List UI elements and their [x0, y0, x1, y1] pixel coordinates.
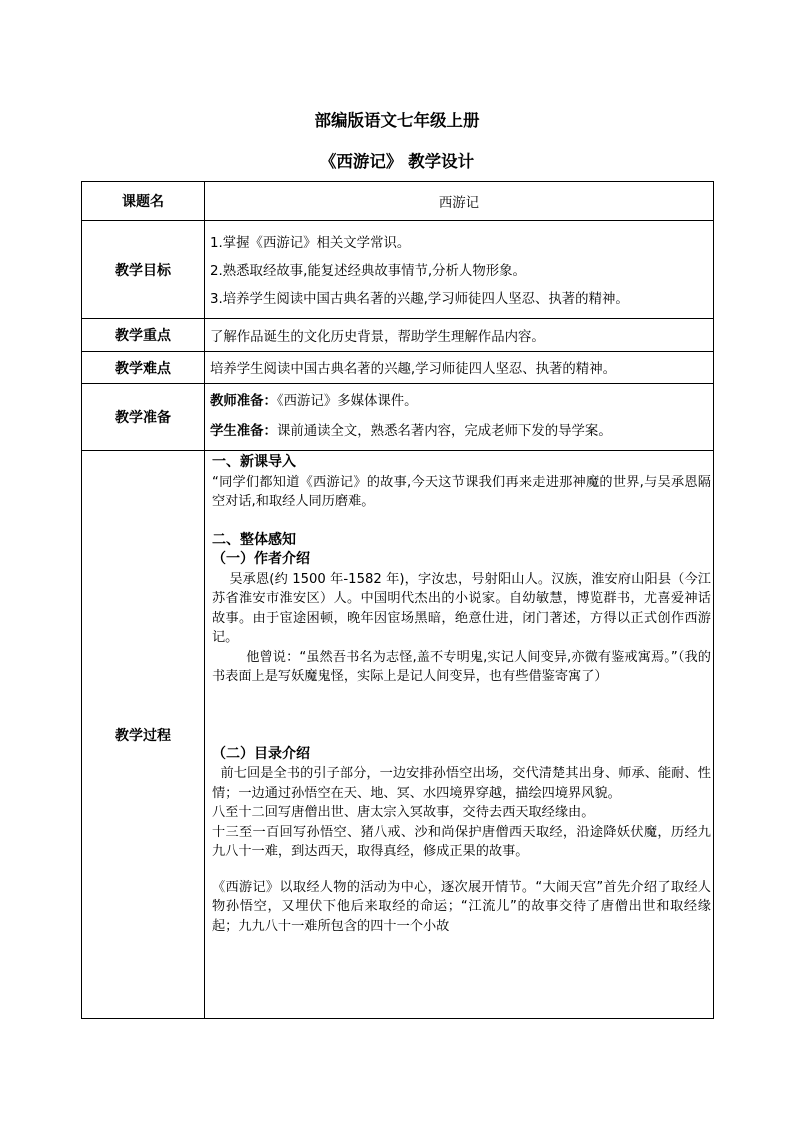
toc-paragraph-3: 十三至一百回写孙悟空、猪八戒、沙和尚保护唐僧西天取经，沿途降妖伏魔，历经九九八十一难，到达西天，取得真经，修成正果的故事。 [212, 824, 711, 859]
section-1-text: “同学们都知道《西游记》的故事,今天这节课我们再来走进那神魔的世界,与吴承恩隔空对话,和取经人同历磨难。 [212, 474, 711, 509]
row-difficulty [82, 352, 714, 384]
prep-teacher [210, 387, 711, 417]
focus-value: 了解作品诞生的文化历史背景，帮助学生理解作品内容。 [205, 319, 714, 352]
prep-student [210, 417, 711, 447]
process-label: 教学过程 [82, 451, 205, 1019]
document-title: 部编版语文七年级上册 [314, 111, 480, 130]
author-paragraph-2: 他曾说：“虽然吾书名为志怪,盖不专明鬼,实记人间变异,亦微有鉴戒寓焉。”（我的书表面上是写妖魔鬼怪，实际上是记人间变异，也有些借鉴寄寓了） [212, 649, 711, 684]
prep-label: 教学准备 [82, 384, 205, 451]
goals-label: 教学目标 [82, 221, 205, 319]
toc-heading: （二）目录介绍 [212, 745, 310, 762]
toc-paragraph-2: 八至十二回写唐僧出世、唐太宗入冥故事，交待去西天取经缘由。 [212, 805, 595, 820]
row-topic [82, 182, 714, 221]
toc-paragraph-1: 前七回是全书的引子部分，一边安排孙悟空出场，交代清楚其出身、师承、能耐、性情；一边通过孙悟空在天、地、冥、水四境界穿越，描绘四境界风貌。 [212, 766, 711, 801]
author-heading: （一）作者介绍 [212, 551, 310, 567]
difficulty-value: 培养学生阅读中国古典名著的兴趣,学习师徒四人坚忍、执著的精神。 [205, 352, 714, 384]
row-goals [82, 221, 714, 319]
row-focus [82, 319, 714, 352]
prep-teacher-value: 《西游记》多媒体课件。 [276, 394, 418, 409]
process-content [212, 453, 711, 1018]
row-process [82, 451, 714, 1019]
prep-student-value: 课前通读全文，熟悉名著内容，完成老师下发的导学案。 [276, 424, 612, 439]
prep-teacher-label: 教师准备： [210, 394, 277, 409]
lesson-plan-table [81, 181, 714, 1019]
prep-cell [205, 384, 714, 451]
goals-cell [205, 221, 714, 319]
section-1-heading: 一、新课导入 [212, 454, 296, 470]
prep-student-label: 学生准备： [210, 424, 277, 439]
topic-value: 西游记 [205, 182, 714, 221]
goal-item-3: 3.培养学生阅读中国古典名著的兴趣,学习师徒四人坚忍、执著的精神。 [210, 292, 629, 307]
toc-paragraph-4: 《西游记》以取经人物的活动为中心，逐次展开情节。“大闹天宫”首先介绍了取经人物孙悟空，又埋伏下他后来取经的命运；“江流儿”的故事交待了唐僧出世和取经缘起；九九八十一难所包含的四十一个小故 [212, 879, 711, 934]
topic-label: 课题名 [82, 182, 205, 221]
row-preparation [82, 384, 714, 451]
process-cell [205, 451, 714, 1019]
section-2-heading: 二、整体感知 [212, 531, 296, 548]
goal-item-1: 1.掌握《西游记》相关文学常识。 [210, 236, 411, 251]
goal-item-2: 2.熟悉取经故事,能复述经典故事情节,分析人物形象。 [210, 264, 526, 279]
focus-label: 教学重点 [82, 319, 205, 352]
author-paragraph-1: 吴承恩(约 1500 年-1582 年)，字汝忠，号射阳山人。汉族，淮安府山阳县（今江苏省淮安市淮安区）人。中国明代杰出的小说家。自幼敏慧，博览群书，尤喜爱神话故事。由于宦途困顿，晚年因宦场黑暗，绝意仕进，闭门著述，方得以正式创作西游记。 [212, 571, 711, 645]
difficulty-label: 教学难点 [82, 352, 205, 384]
document-subtitle: 《西游记》 教学设计 [319, 152, 475, 171]
